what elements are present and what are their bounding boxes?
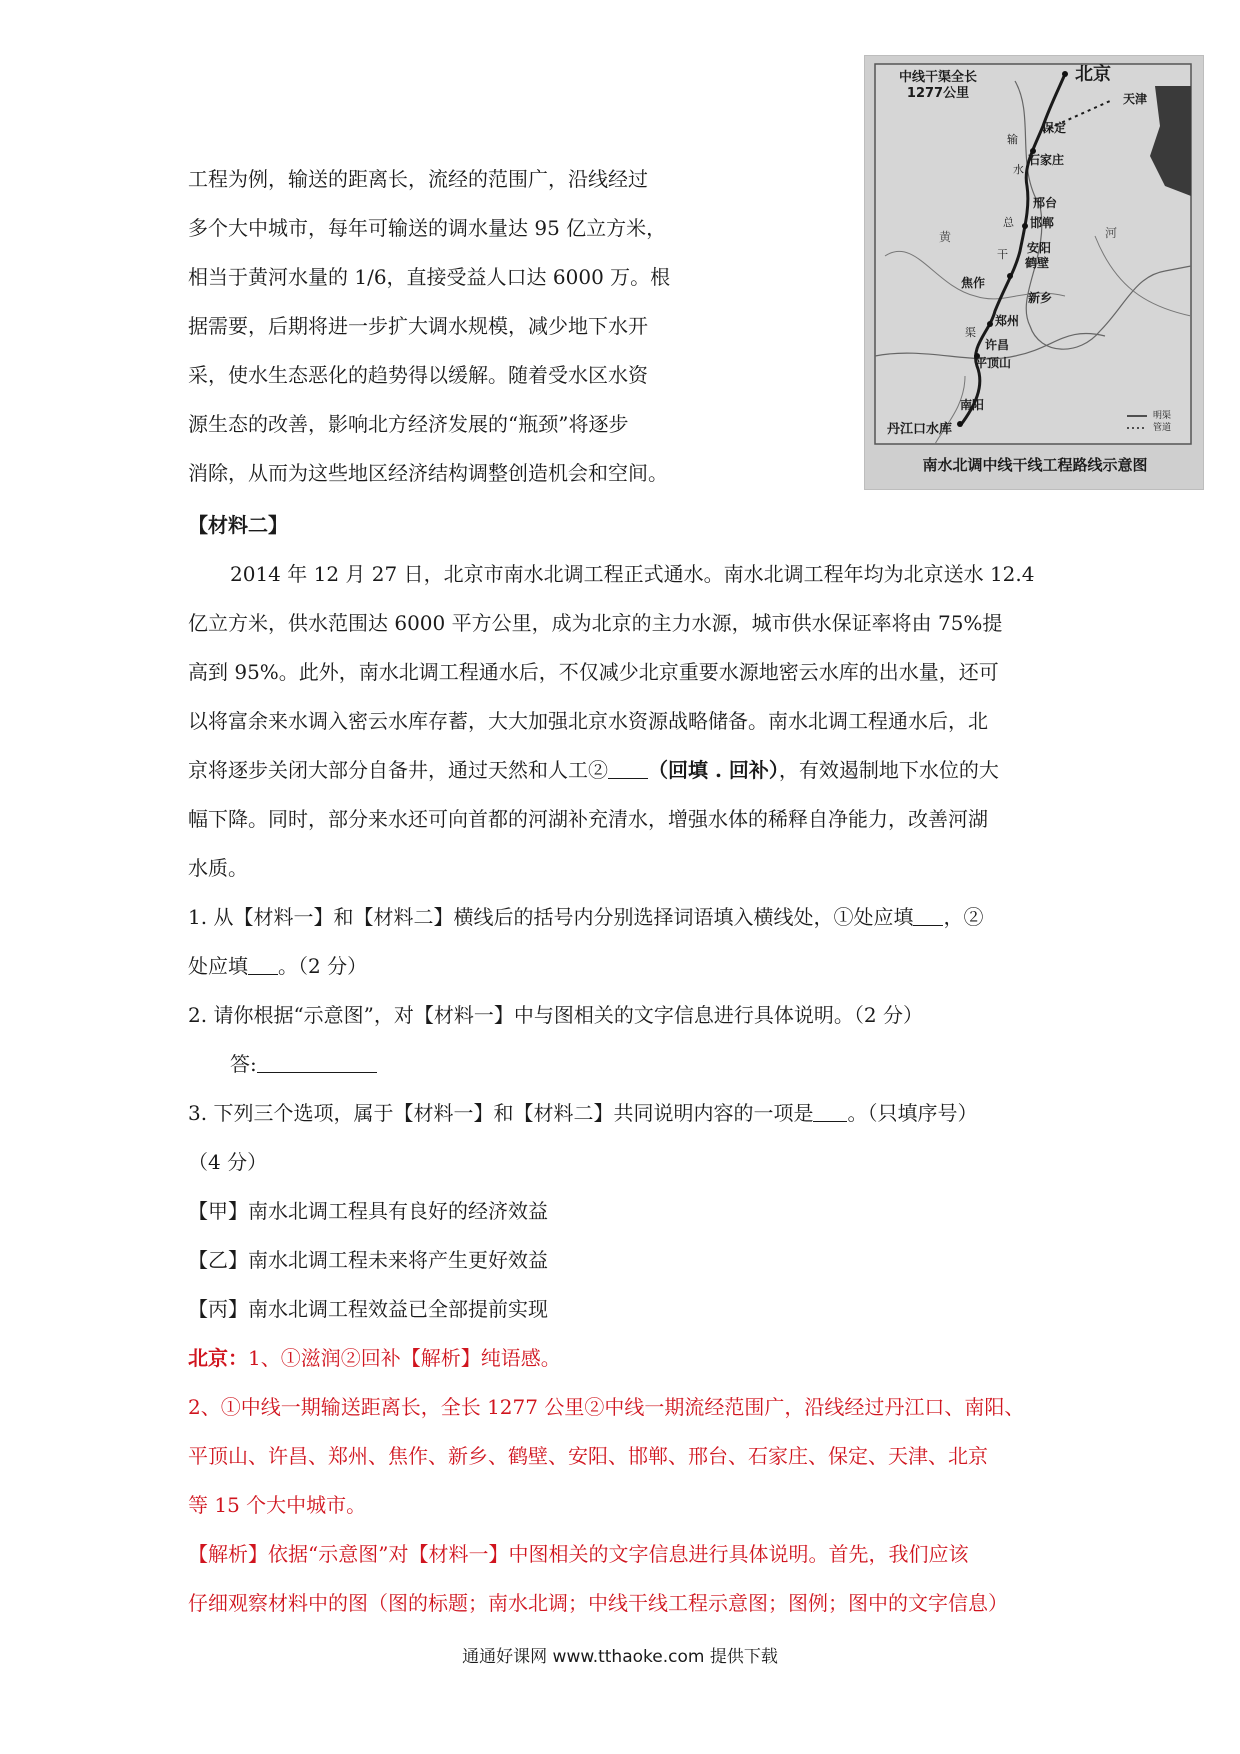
map-header-line2: 1277公里 xyxy=(906,86,970,101)
map-caption: 南水北调中线干线工程路线示意图 xyxy=(922,456,1148,474)
map-city-xuchang: 许昌 xyxy=(985,338,1010,352)
option-yi: 【乙】南水北调工程未来将产生更好效益 xyxy=(188,1248,548,1272)
material1-line: 工程为例，输送的距离长，流经的范围广，沿线经过 xyxy=(188,167,648,191)
material2-line-5 xyxy=(188,754,999,783)
map-city-beijing: 北京 xyxy=(1075,64,1111,85)
map-header-line1: 中线干渠全长 xyxy=(899,70,978,85)
material2-line: 亿立方米，供水范围达 6000 平方公里，成为北京的主力水源，城市供水保证率将由 75%提 xyxy=(188,611,1003,635)
answer-blank-1[interactable] xyxy=(913,907,943,926)
option-jia: 【甲】南水北调工程具有良好的经济效益 xyxy=(188,1199,548,1223)
map-city-tianjin: 天津 xyxy=(1123,92,1148,106)
material2-heading: 【材料二】 xyxy=(188,513,288,537)
map-route-char: 干 xyxy=(997,248,1008,261)
answer-1-text: 1、①滋润②回补【解析】纯语感。 xyxy=(248,1346,561,1370)
question-3-line1 xyxy=(188,1097,977,1126)
page-footer: 通通好课网 www.tthaoke.com 提供下载 xyxy=(462,1647,778,1667)
question-2-answer xyxy=(230,1048,377,1077)
material1-line: 源生态的改善，影响北方经济发展的“瓶颈”将逐步 xyxy=(188,412,629,436)
material2-line: 高到 95%。此外，南水北调工程通水后，不仅减少北京重要水源地密云水库的出水量，还可 xyxy=(188,660,999,684)
answer-source-label: 北京： xyxy=(188,1346,248,1370)
material1-line: 相当于黄河水量的 1/6，直接受益人口达 6000 万。根 xyxy=(188,265,671,289)
map-city-shijiazhuang: 石家庄 xyxy=(1028,153,1065,167)
question-2: 2. 请你根据“示意图”，对【材料一】中与图相关的文字信息进行具体说明。（2 分） xyxy=(188,1003,923,1027)
map-legend-open: 明渠 xyxy=(1153,411,1172,421)
map-city-hebi: 鹤壁 xyxy=(1025,256,1050,270)
material1-line: 多个大中城市，每年可输送的调水量达 95 亿立方米， xyxy=(188,216,667,240)
question-3-text: 3. 下列三个选项，属于【材料一】和【材料二】共同说明内容的一项是 xyxy=(188,1101,814,1125)
answer-1 xyxy=(188,1342,561,1371)
map-city-handan: 邯郸 xyxy=(1030,216,1055,230)
material2-line: 水质。 xyxy=(188,856,248,880)
answer-2-line: 等 15 个大中城市。 xyxy=(188,1493,367,1517)
map-river-char: 黄 xyxy=(939,230,952,244)
answer-blank-q2[interactable] xyxy=(257,1054,377,1073)
material1-line: 据需要，后期将进一步扩大调水规模，减少地下水开 xyxy=(188,314,648,338)
material2-line: 2014 年 12 月 27 日，北京市南水北调工程正式通水。南水北调工程年均为北京送水 12.4 xyxy=(230,562,1035,586)
analysis-line: 【解析】依据“示意图”对【材料一】中图相关的文字信息进行具体说明。首先，我们应该 xyxy=(188,1542,969,1566)
map-city-xinxiang: 新乡 xyxy=(1028,291,1053,305)
map-city-pingdingshan: 平顶山 xyxy=(975,356,1012,370)
material2-line: 幅下降。同时，部分来水还可向首都的河湖补充清水，增强水体的稀释自净能力，改善河湖 xyxy=(188,807,988,831)
map-route-char: 渠 xyxy=(965,326,976,339)
question-1-line1 xyxy=(188,901,983,930)
material2-line5-options: （回填 . 回补） xyxy=(648,758,779,782)
material1-line: 采，使水生态恶化的趋势得以缓解。随着受水区水资 xyxy=(188,363,648,387)
question-1-text: ，② xyxy=(943,905,984,929)
option-bing: 【丙】南水北调工程效益已全部提前实现 xyxy=(188,1297,548,1321)
question-1-text: 。（2 分） xyxy=(278,954,368,978)
answer-blank-2[interactable] xyxy=(248,956,278,975)
question-3-score: （4 分） xyxy=(188,1150,268,1174)
map-route-char: 水 xyxy=(1013,163,1024,176)
map-city-zhengzhou: 郑州 xyxy=(995,314,1020,328)
map-route-char: 总 xyxy=(1003,216,1014,229)
material2-line: 以将富余来水调入密云水库存蓄，大大加强北京水资源战略储备。南水北调工程通水后，北 xyxy=(188,709,988,733)
material2-line5-before: 京将逐步关闭大部分自备井，通过天然和人工② xyxy=(188,758,608,782)
analysis-line: 仔细观察材料中的图（图的标题；南水北调；中线干线工程示意图；图例；图中的文字信息） xyxy=(188,1591,1008,1615)
answer-blank-q3[interactable] xyxy=(813,1103,847,1122)
fill-blank-2[interactable] xyxy=(608,760,648,779)
question-1-text: 处应填 xyxy=(188,954,248,978)
map-city-anyang: 安阳 xyxy=(1027,241,1052,255)
question-1-line2 xyxy=(188,950,367,979)
map-route-char: 输 xyxy=(1007,133,1018,146)
map-city-danjiangkou: 丹江口水库 xyxy=(887,422,953,437)
map-legend-pipe: 管道 xyxy=(1153,423,1172,433)
map-city-baoding: 保定 xyxy=(1042,121,1067,135)
answer-2-line: 2、①中线一期输送距离长，全长 1277 公里②中线一期流经范围广，沿线经过丹江口、南阳、 xyxy=(188,1395,1025,1419)
material2-line5-after: ，有效遏制地下水位的大 xyxy=(778,758,999,782)
map-city-jiaozuo: 焦作 xyxy=(961,276,986,290)
map-city-nanyang: 南阳 xyxy=(960,398,985,412)
question-1-text: 1. 从【材料一】和【材料二】横线后的括号内分别选择词语填入横线处，①处应填 xyxy=(188,905,914,929)
map-city-xingtai: 邢台 xyxy=(1033,196,1058,210)
question-3-text: 。（只填序号） xyxy=(847,1101,978,1125)
answer-label: 答: xyxy=(230,1052,257,1076)
material1-line: 消除，从而为这些地区经济结构调整创造机会和空间。 xyxy=(188,461,668,485)
answer-2-line: 平顶山、许昌、郑州、焦作、新乡、鹤壁、安阳、邯郸、邢台、石家庄、保定、天津、北京 xyxy=(188,1444,988,1468)
route-map-figure xyxy=(864,55,1204,490)
map-river-char: 河 xyxy=(1105,226,1118,240)
